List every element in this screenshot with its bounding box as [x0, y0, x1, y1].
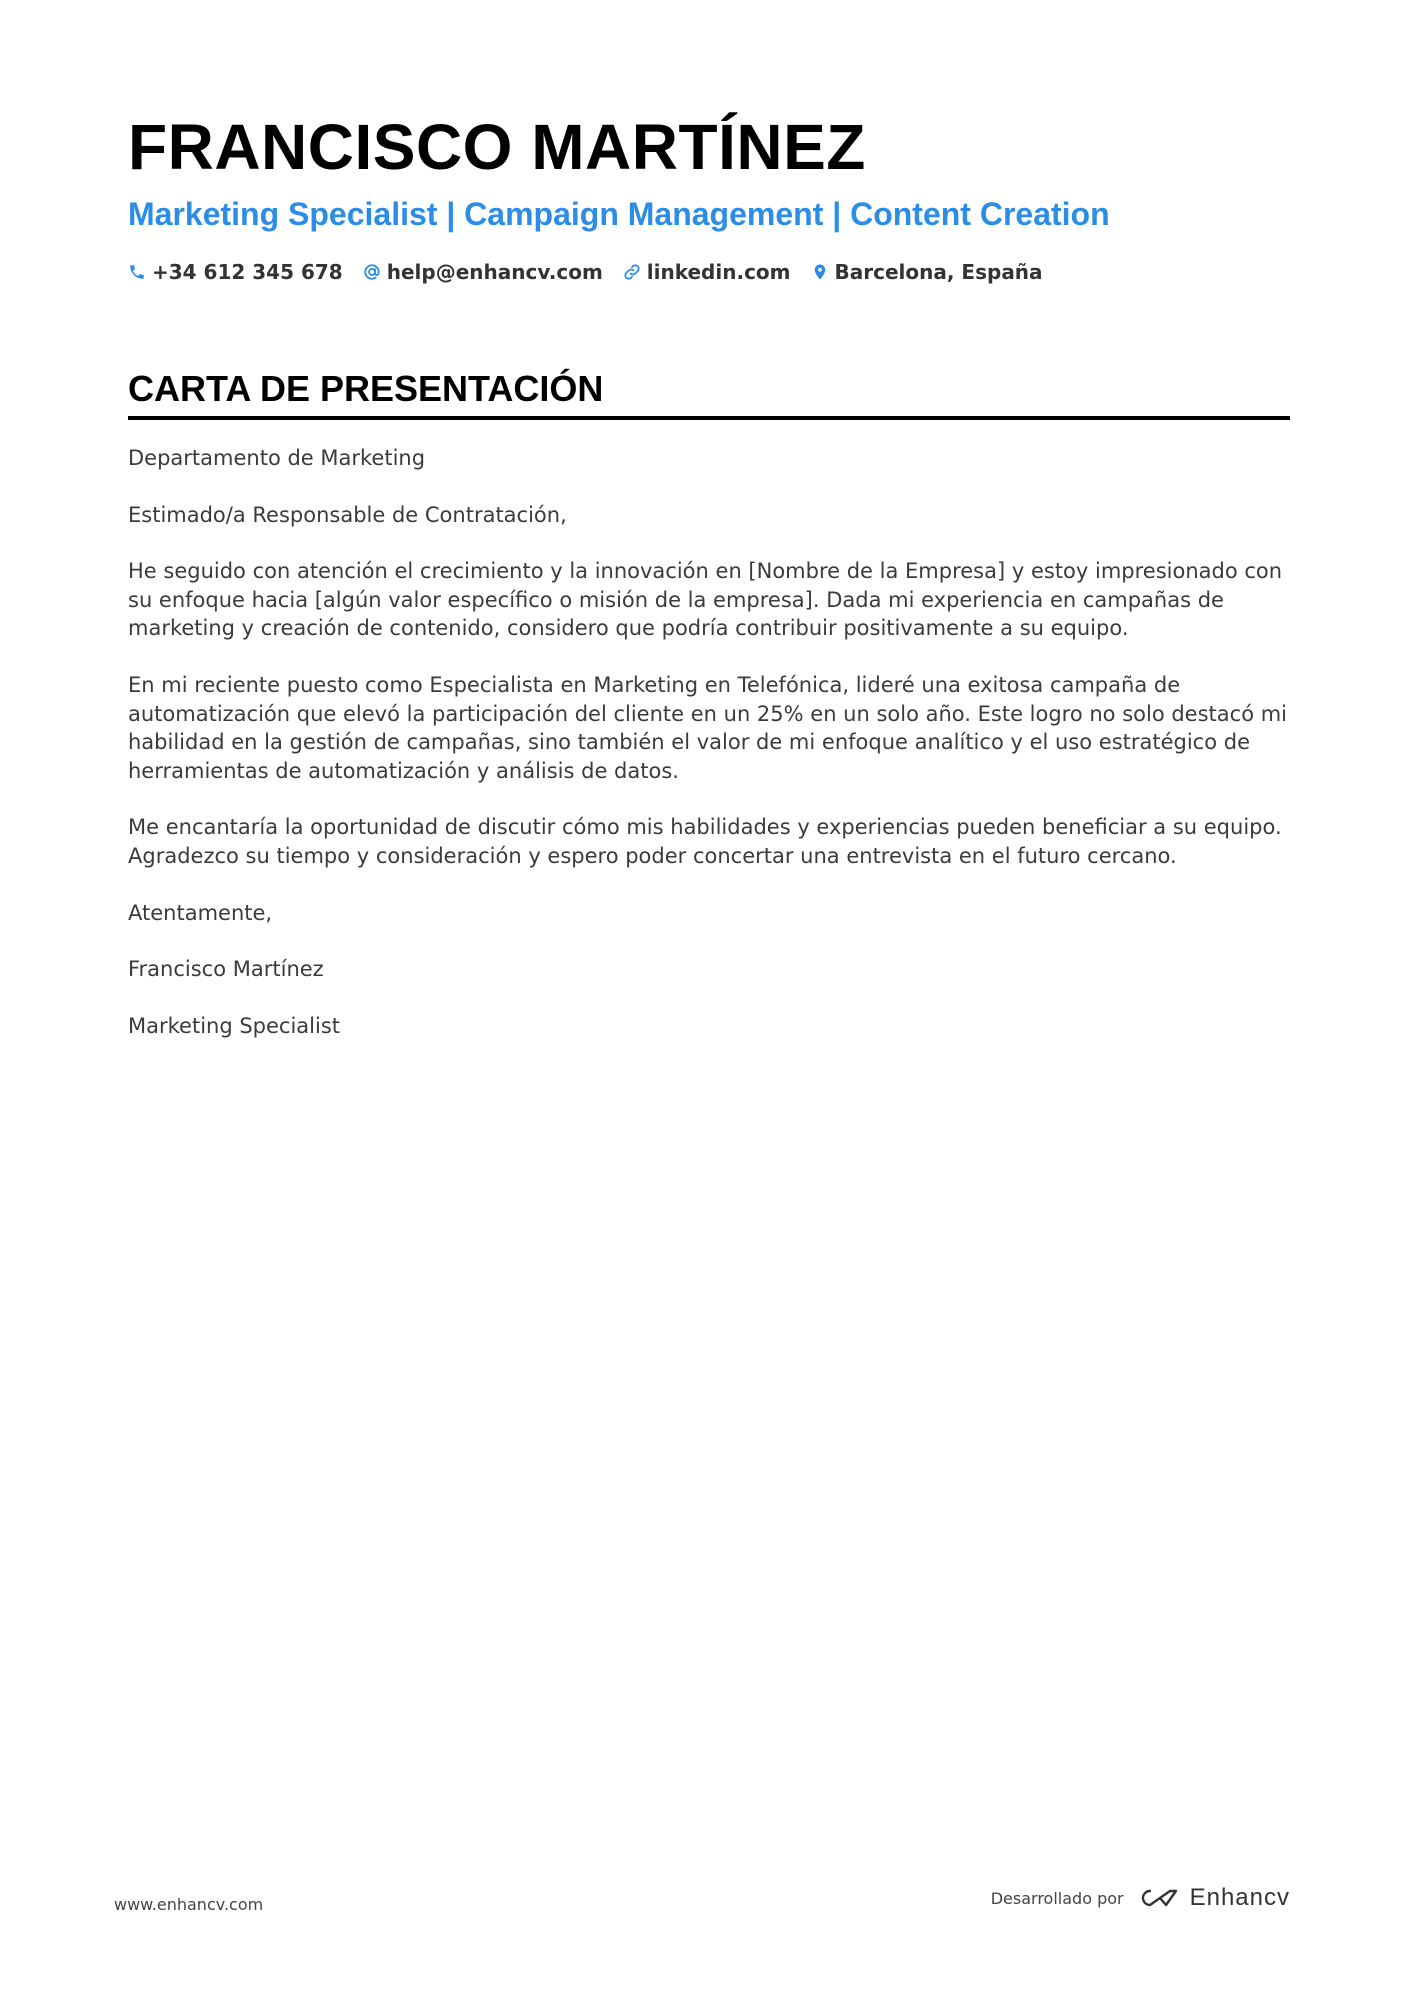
phone-text: +34 612 345 678: [152, 260, 343, 284]
phone-icon: [128, 263, 146, 281]
contact-email[interactable]: [363, 260, 603, 284]
letter-paragraph: En mi reciente puesto como Especialista en Marketing en Telefónica, lideré una exitosa campaña de automatización que elevó la participación del cliente en un 25% en un solo año. Este logro no solo destacó mi habilidad en la gestión de campañas, sino también el valor de mi enfoque analítico y el uso estratégico de herramientas de automatización y análisis de datos.: [128, 672, 1288, 783]
letter-paragraph: He seguido con atención el crecimiento y la innovación en [Nombre de la Empresa] y estoy impresionado con su enfoque hacia [algún valor específico o misión de la empresa]. Dada mi experiencia en campañas de marketing y creación de contenido, considero que podría contribuir positivamente a su equipo.: [128, 559, 1283, 641]
letter-department: Departamento de Marketing: [128, 446, 426, 470]
linkedin-text[interactable]: linkedin.com: [646, 260, 791, 284]
letter-paragraph: Me encantaría la oportunidad de discutir cómo mis habilidades y experiencias pueden beneficiar a su equipo. Agradezco su tiempo y consideración y espero poder concertar una entrevista en el futuro cercano.: [128, 815, 1282, 868]
applicant-headline: Marketing Specialist | Campaign Management | Content Creation: [128, 196, 1110, 232]
contact-location: [811, 260, 1043, 284]
email-text[interactable]: help@enhancv.com: [386, 260, 603, 284]
contact-linkedin[interactable]: [623, 260, 791, 284]
cover-letter-section: [128, 366, 1290, 1068]
contact-phone: [128, 260, 343, 284]
footer-branding: [991, 1884, 1290, 1912]
enhancv-logo-icon: [1136, 1886, 1182, 1910]
letter-salutation: Estimado/a Responsable de Contratación,: [128, 502, 567, 527]
section-title: CARTA DE PRESENTACIÓN: [128, 368, 604, 409]
letter-signature-name: Francisco Martínez: [128, 957, 324, 982]
location-text: Barcelona, España: [834, 260, 1043, 284]
brand-name: Enhancv: [1189, 1884, 1290, 1911]
contact-info: [128, 260, 1290, 284]
link-icon: [623, 263, 641, 281]
at-icon: [363, 263, 381, 281]
letter-closing: Atentamente,: [128, 900, 273, 925]
location-pin-icon: [811, 263, 829, 281]
letter-signature-title: Marketing Specialist: [128, 1013, 341, 1038]
letter-header: [128, 108, 1290, 284]
powered-by-text: Desarrollado por: [990, 1888, 1124, 1908]
letter-body: [128, 444, 1290, 1040]
footer-website[interactable]: www.enhancv.com: [114, 1895, 264, 1914]
applicant-name: FRANCISCO MARTÍNEZ: [128, 111, 866, 183]
section-divider: [128, 416, 1290, 420]
